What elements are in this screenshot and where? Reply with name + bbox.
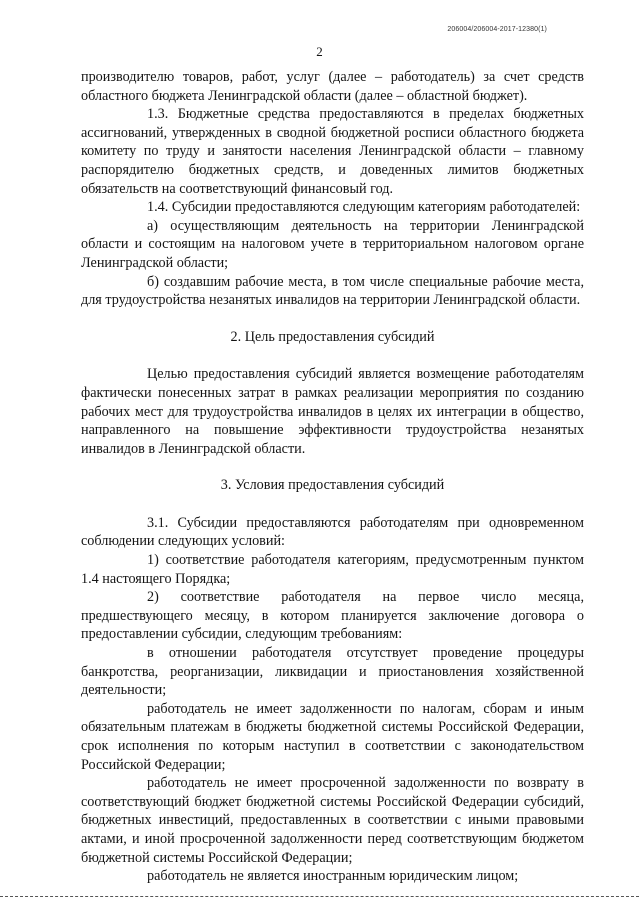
requirement-no-bankruptcy: в отношении работодателя отсутствует проведение процедуры банкротства, реорганизации, ликвидации и приостановления хозяйственной деятельности; [81, 645, 584, 699]
paragraph-3-1: 3.1. Субсидии предоставляются работодателям при одновременном соблюдении следующих условий: [81, 514, 584, 550]
paragraph-1-4-b: б) создавшим рабочие места, в том числе специальные рабочие места, для трудоустройства незанятых инвалидов на территории Ленинградской области. [81, 273, 584, 309]
requirement-no-overdue-debt: работодатель не имеет просроченной задолженности по возврату в соответствующий бюджет бюджетной системы Российской Федерации субсидий, бюджетных инвестиций, предоставленных в соответствии с иными правовыми актами, и иной просроченной задолженности перед соответствующим бюджетом бюджетной системы Российской Федерации; [81, 775, 584, 866]
paragraph-continuation: производителю товаров, работ, услуг (далее – работодатель) за счет средств областного бюджета Ленинградской области (далее – областной бюджет). [81, 69, 584, 104]
paragraph-1-4: 1.4. Субсидии предоставляются следующим категориям работодателей: [147, 199, 581, 216]
paragraph-1-3: 1.3. Бюджетные средства предоставляются в пределах бюджетных ассигнований, утвержденных в сводной бюджетной росписи областного бюджета комитету по труду и занятости населения Ленинградской области – главному распорядителю бюджетных средств, и доведенных лимитов бюджетных обязательств на соответствующий финансовый год. [81, 106, 584, 197]
section-heading-2: 2. Цель предоставления субсидий [230, 328, 435, 345]
paragraph-section-2: Целью предоставления субсидий является возмещение работодателям фактически понесенных затрат в рамках реализации мероприятия по созданию рабочих мест для трудоустройства инвалидов в целях их интеграции в общество, направленного на повышение эффективности трудоустройства незанятых инвалидов в Ленинградской области. [81, 366, 584, 457]
section-heading-3: 3. Условия предоставления субсидий [220, 477, 445, 494]
paragraph-1-4-a: а) осуществляющим деятельность на территории Ленинградской области и состоящим на налоговом учете в территориальном налоговом органе Ленинградской области; [81, 217, 584, 271]
document-id: 206004/206004-2017-12380(1) [447, 26, 547, 33]
bottom-scan-edge [0, 896, 639, 898]
requirement-no-tax-debt: работодатель не имеет задолженности по налогам, сборам и иным обязательным платежам в бюджеты бюджетной системы Российской Федерации, срок исполнения по которым наступил в соответствии с законодательством Российской Федерации; [81, 700, 584, 773]
condition-1: 1) соответствие работодателя категориям, предусмотренным пунктом 1.4 настоящего Порядка; [81, 552, 584, 587]
page-number: 2 [316, 44, 323, 59]
requirement-not-foreign-entity: работодатель не является иностранным юридическим лицом; [147, 868, 519, 885]
condition-2: 2) соответствие работодателя на первое число месяца, предшествующего месяцу, в котором планируется заключение договора о предоставлении субсидии, следующим требованиям: [81, 589, 584, 643]
document-body [81, 68, 584, 886]
